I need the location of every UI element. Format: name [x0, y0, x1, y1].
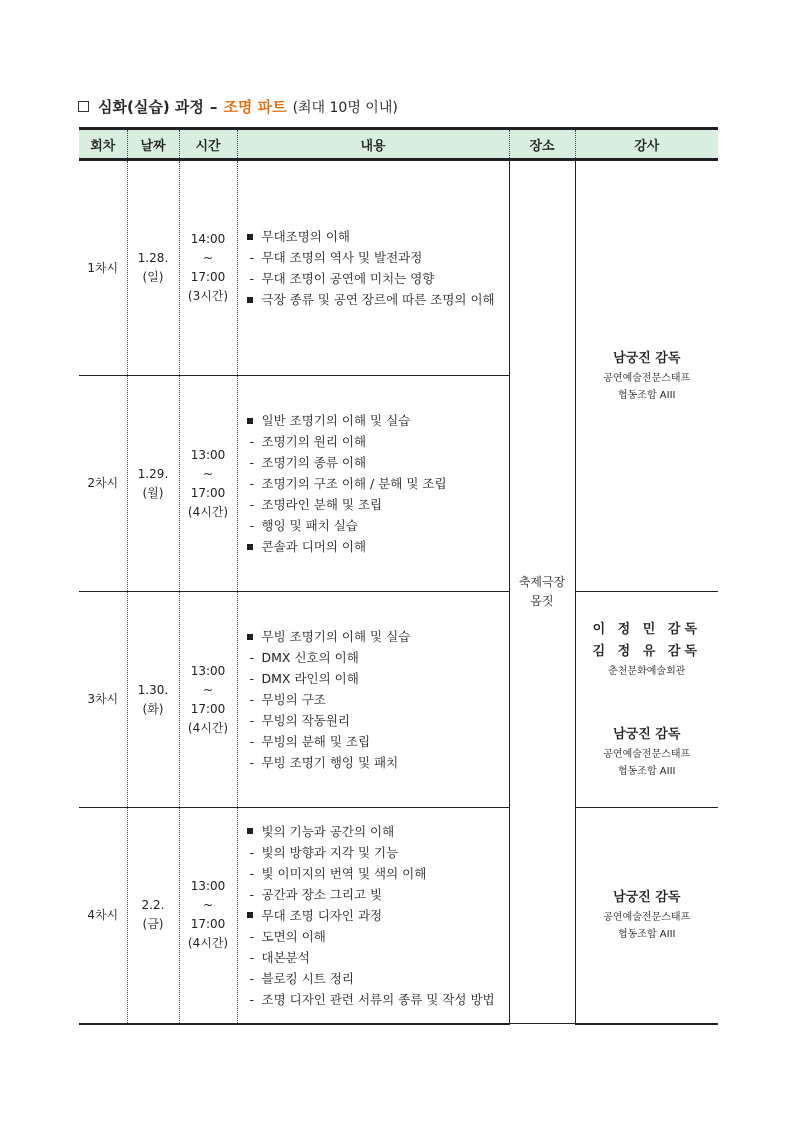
date-line: 1.28. [137, 251, 169, 265]
time-start: 13:00 [190, 447, 226, 462]
content-item-text: 빛의 방향과 지각 및 기능 [261, 844, 399, 860]
time-end: 17:00 [190, 701, 226, 716]
square-bullet-icon [247, 634, 253, 640]
instructor-org: 공연예술전문스태프 [603, 749, 691, 760]
instructor-org: 공연예술전문스태프 [603, 373, 691, 384]
dash-bullet-icon: - [249, 970, 255, 986]
time-end: 17:00 [190, 270, 226, 284]
header-time: 시간 [179, 129, 237, 160]
content-item [247, 452, 509, 473]
instructor-name: 남궁진 감독 [613, 727, 681, 742]
time-duration: (4시간) [187, 936, 229, 951]
date-cell [127, 808, 179, 1024]
content-cell [237, 376, 509, 592]
instructor-name: 남궁진 감독 [613, 890, 681, 906]
content-item [247, 863, 509, 884]
time-tilde: ~ [202, 898, 214, 913]
content-item [247, 515, 509, 536]
title-dash: – [209, 97, 218, 116]
time-end: 17:00 [190, 917, 226, 932]
dash-bullet-icon: - [249, 250, 255, 265]
dash-bullet-icon: - [249, 928, 255, 944]
header-date: 날짜 [127, 129, 179, 160]
time-start: 14:00 [190, 232, 226, 246]
dash-bullet-icon: - [249, 692, 255, 707]
instructor-org: 협동조합 AIII [617, 929, 676, 941]
instructor-spacer [576, 680, 719, 724]
title-highlight: 조명 파트 [223, 98, 287, 116]
dash-bullet-icon: - [249, 434, 255, 449]
place-line: 축제극장 [518, 575, 566, 589]
time-cell [179, 160, 237, 376]
table-row [79, 592, 718, 808]
instructor-org: 협동조합 AIII [617, 766, 676, 777]
square-bullet-icon [247, 912, 253, 918]
content-item-text: 조명 디자인 관련 서류의 종류 및 작성 방법 [261, 991, 495, 1007]
time-tilde: ~ [202, 251, 214, 265]
content-item [247, 989, 509, 1010]
checkbox-icon [78, 101, 89, 112]
time-tilde: ~ [202, 682, 214, 697]
dash-bullet-icon: - [249, 518, 255, 533]
square-bullet-icon [247, 234, 253, 240]
round-cell: 2차시 [79, 376, 127, 592]
content-item-text: 무대 조명이 공연에 미치는 영향 [261, 271, 435, 286]
place-cell [509, 160, 575, 1024]
square-bullet-icon [247, 828, 253, 834]
instructor-cell [575, 592, 718, 808]
content-item-text: DMX 라인의 이해 [261, 671, 359, 686]
content-item [247, 731, 509, 752]
content-item [247, 905, 509, 926]
content-item [247, 289, 509, 310]
content-item [247, 821, 509, 842]
content-item-text: 무빙의 분해 및 조립 [261, 734, 371, 749]
content-item-text: 무대조명의 이해 [261, 229, 350, 244]
instructor-name: 이 정 민 감독 [592, 622, 701, 637]
content-item-text: 조명기의 구조 이해 / 분해 및 조립 [261, 476, 447, 491]
content-item [247, 431, 509, 452]
content-item [247, 626, 509, 647]
dash-bullet-icon: - [249, 713, 255, 728]
time-cell [179, 376, 237, 592]
content-item-text: 빛 이미지의 번역 및 색의 이해 [261, 865, 427, 881]
instructor-cell [575, 160, 718, 592]
table-row [79, 808, 718, 1024]
content-item-text: 빛의 기능과 공간의 이해 [261, 823, 395, 839]
dash-bullet-icon: - [249, 476, 255, 491]
content-cell [237, 160, 509, 376]
content-item [247, 647, 509, 668]
dash-bullet-icon: - [249, 755, 255, 770]
content-item [247, 494, 509, 515]
content-item [247, 536, 509, 557]
content-item [247, 710, 509, 731]
content-item-text: DMX 신호의 이해 [261, 650, 359, 665]
instructor-org: 춘천문화예술회관 [608, 666, 686, 677]
content-item [247, 689, 509, 710]
content-item-text: 조명라인 분해 및 조립 [261, 497, 383, 512]
dash-bullet-icon: - [249, 991, 255, 1007]
content-item-text: 무대 조명 디자인 과정 [261, 907, 383, 923]
weekday-line: (일) [142, 270, 164, 284]
header-instructor: 강사 [575, 129, 718, 160]
dash-bullet-icon: - [249, 650, 255, 665]
square-bullet-icon [247, 544, 253, 550]
dash-bullet-icon: - [249, 497, 255, 512]
date-cell [127, 592, 179, 808]
time-cell [179, 808, 237, 1024]
time-duration: (4시간) [187, 504, 229, 519]
instructor-name: 남궁진 감독 [613, 351, 681, 366]
time-duration: (3시간) [187, 289, 229, 303]
title-subtitle: (최대 10명 이내) [292, 99, 398, 116]
dash-bullet-icon: - [249, 671, 255, 686]
content-item-text: 무빙 조명기의 이해 및 실습 [261, 629, 411, 644]
content-item-text: 콘솔과 디머의 이해 [261, 539, 367, 554]
title-main: 심화(실습) 과정 [98, 98, 204, 116]
instructor-cell [575, 808, 718, 1024]
time-cell [179, 592, 237, 808]
weekday-line: (화) [142, 701, 164, 716]
content-item-text: 무빙 조명기 행잉 및 패치 [261, 755, 399, 770]
content-item-text: 공간과 장소 그리고 빛 [261, 886, 383, 902]
weekday-line: (월) [142, 485, 164, 500]
content-item [247, 473, 509, 494]
content-item-text: 도면의 이해 [261, 928, 326, 944]
dash-bullet-icon: - [249, 455, 255, 470]
content-item [247, 226, 509, 247]
instructor-name: 김 정 유 감독 [592, 644, 701, 659]
content-item-text: 무빙의 작동원리 [261, 713, 350, 728]
table-row [79, 160, 718, 376]
content-item [247, 668, 509, 689]
content-item [247, 884, 509, 905]
square-bullet-icon [247, 418, 253, 424]
round-cell: 1차시 [79, 160, 127, 376]
date-line: 1.29. [137, 466, 169, 481]
content-cell [237, 808, 509, 1024]
content-item [247, 410, 509, 431]
dash-bullet-icon: - [249, 949, 255, 965]
time-end: 17:00 [190, 485, 226, 500]
round-cell: 4차시 [79, 808, 127, 1024]
schedule-table [79, 127, 718, 1025]
content-cell [237, 592, 509, 808]
square-bullet-icon [247, 297, 253, 303]
header-content: 내용 [237, 129, 509, 160]
dash-bullet-icon: - [249, 865, 255, 881]
round-cell: 3차시 [79, 592, 127, 808]
content-item-text: 일반 조명기의 이해 및 실습 [261, 413, 411, 428]
dash-bullet-icon: - [249, 734, 255, 749]
dash-bullet-icon: - [249, 844, 255, 860]
content-item [247, 268, 509, 289]
instructor-org: 협동조합 AIII [617, 390, 676, 401]
header-row [79, 129, 718, 160]
time-duration: (4시간) [187, 720, 229, 735]
date-cell [127, 376, 179, 592]
time-tilde: ~ [202, 466, 214, 481]
content-item [247, 926, 509, 947]
content-item [247, 247, 509, 268]
date-cell [127, 160, 179, 376]
content-item [247, 947, 509, 968]
content-item [247, 752, 509, 773]
content-item-text: 행잉 및 패치 실습 [261, 518, 358, 533]
section-title [78, 96, 398, 117]
time-start: 13:00 [190, 663, 226, 678]
date-line: 1.30. [137, 682, 169, 697]
content-item-text: 무빙의 구조 [261, 692, 326, 707]
header-round: 회차 [79, 129, 127, 160]
content-item-text: 무대 조명의 역사 및 발전과정 [261, 250, 423, 265]
date-line: 2.2. [141, 898, 165, 913]
weekday-line: (금) [142, 917, 164, 932]
content-item-text: 대본분석 [261, 949, 310, 965]
instructor-org: 공연예술전문스태프 [603, 912, 691, 924]
content-item-text: 조명기의 종류 이해 [261, 455, 367, 470]
content-item [247, 842, 509, 863]
place-line: 몸짓 [530, 594, 554, 608]
dash-bullet-icon: - [249, 271, 255, 286]
header-place: 장소 [509, 129, 575, 160]
content-item [247, 968, 509, 989]
content-item-text: 조명기의 원리 이해 [261, 434, 367, 449]
dash-bullet-icon: - [249, 886, 255, 902]
content-item-text: 극장 종류 및 공연 장르에 따른 조명의 이해 [261, 292, 495, 307]
time-start: 13:00 [190, 879, 226, 894]
content-item-text: 블로킹 시트 정리 [261, 970, 354, 986]
